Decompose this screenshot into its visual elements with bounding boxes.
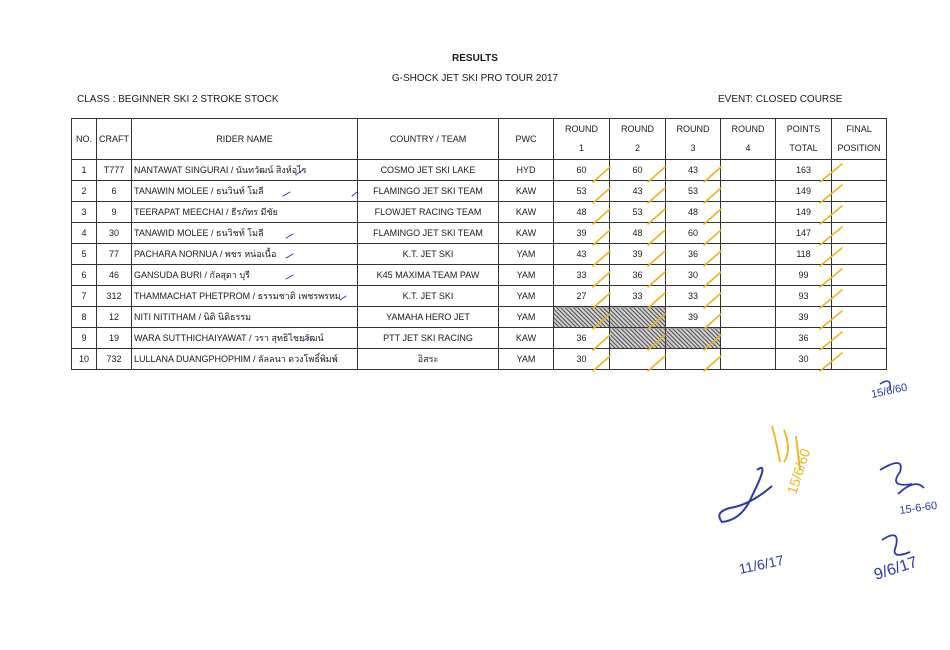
- cell-total: 39: [776, 307, 832, 328]
- cell-no: 8: [72, 307, 97, 328]
- col-pwc: PWC: [499, 119, 554, 160]
- cell-total: 163: [776, 160, 832, 181]
- cell-no: 10: [72, 349, 97, 370]
- cell-team: COSMO JET SKI LAKE: [358, 160, 499, 181]
- cell-position: [832, 286, 887, 307]
- signature-blue-1-date: 11/6/17: [737, 551, 786, 577]
- signature-blue-2-date: 15-6-60: [898, 499, 938, 517]
- cell-position: [832, 181, 887, 202]
- table-row: [72, 202, 887, 223]
- cell-round-2: 39: [610, 244, 666, 265]
- cell-team: อิสระ: [358, 349, 499, 370]
- cell-no: 2: [72, 181, 97, 202]
- class-label: CLASS : BEGINNER SKI 2 STROKE STOCK: [77, 94, 279, 105]
- cell-craft: 312: [97, 286, 132, 307]
- cell-no: 6: [72, 265, 97, 286]
- cell-round-4: [721, 223, 776, 244]
- cell-round-4: [721, 160, 776, 181]
- signature-blue-top-date: 15/6/60: [870, 381, 909, 401]
- signature-yellow-date: 15/6/60: [783, 446, 814, 496]
- cell-team: K.T. JET SKI: [358, 286, 499, 307]
- cell-position: [832, 265, 887, 286]
- cell-craft: 6: [97, 181, 132, 202]
- cell-total: 149: [776, 202, 832, 223]
- signature-blue-1: [719, 468, 785, 577]
- cell-craft: 77: [97, 244, 132, 265]
- cell-round-1-hatched: [554, 307, 610, 328]
- cell-round-2-hatched: [610, 328, 666, 349]
- signature-blue-top: [870, 381, 908, 401]
- event-label: EVENT: CLOSED COURSE: [718, 94, 843, 105]
- cell-round-3-hatched: [666, 328, 721, 349]
- cell-position: [832, 349, 887, 370]
- cell-round-1: 27: [554, 286, 610, 307]
- cell-no: 7: [72, 286, 97, 307]
- table-row: [72, 286, 887, 307]
- cell-round-1: 30: [554, 349, 610, 370]
- col-round-1: ROUND 1: [554, 119, 610, 160]
- cell-pwc: HYD: [499, 160, 554, 181]
- col-country-team: COUNTRY / TEAM: [358, 119, 499, 160]
- results-table: [71, 118, 887, 370]
- cell-position: [832, 244, 887, 265]
- col-rider-name: RIDER NAME: [132, 119, 358, 160]
- col-craft: CRAFT: [97, 119, 132, 160]
- cell-total: 118: [776, 244, 832, 265]
- cell-rider: GANSUDA BURI / กัลสุดา บุรี: [132, 265, 358, 286]
- cell-total: 99: [776, 265, 832, 286]
- cell-no: 5: [72, 244, 97, 265]
- cell-no: 3: [72, 202, 97, 223]
- cell-round-4: [721, 244, 776, 265]
- col-final-position: FINAL POSITION: [832, 119, 887, 160]
- cell-team: FLOWJET RACING TEAM: [358, 202, 499, 223]
- signature-blue-2: [880, 463, 938, 517]
- cell-round-2: 53: [610, 202, 666, 223]
- cell-round-4: [721, 181, 776, 202]
- cell-round-1: 60: [554, 160, 610, 181]
- cell-round-3: 43: [666, 160, 721, 181]
- cell-round-1: 36: [554, 328, 610, 349]
- cell-pwc: YAM: [499, 286, 554, 307]
- cell-no: 9: [72, 328, 97, 349]
- cell-pwc: YAM: [499, 307, 554, 328]
- cell-craft: T777: [97, 160, 132, 181]
- cell-round-2: 48: [610, 223, 666, 244]
- cell-round-3: 39: [666, 307, 721, 328]
- cell-round-4: [721, 307, 776, 328]
- cell-total: 149: [776, 181, 832, 202]
- cell-round-1: 43: [554, 244, 610, 265]
- cell-round-4: [721, 286, 776, 307]
- cell-round-3: [666, 349, 721, 370]
- signature-blue-3-date: 9/6/17: [871, 553, 920, 584]
- cell-pwc: YAM: [499, 265, 554, 286]
- cell-total: 36: [776, 328, 832, 349]
- table-row: [72, 265, 887, 286]
- cell-round-4: [721, 328, 776, 349]
- cell-rider: PACHARA NORNUA / พชร หน่อเนื้อ: [132, 244, 358, 265]
- table-row: [72, 181, 887, 202]
- table-row: [72, 328, 887, 349]
- cell-rider: NITI NITITHAM / นิติ นิติธรรม: [132, 307, 358, 328]
- cell-rider: THAMMACHAT PHETPROM / ธรรมชาติ เพชรพรหม: [132, 286, 358, 307]
- cell-total: 147: [776, 223, 832, 244]
- cell-round-2-hatched: [610, 307, 666, 328]
- table-row: [72, 223, 887, 244]
- col-round-4: ROUND 4: [721, 119, 776, 160]
- cell-pwc: KAW: [499, 202, 554, 223]
- cell-team: K45 MAXIMA TEAM PAW: [358, 265, 499, 286]
- cell-round-3: 53: [666, 181, 721, 202]
- cell-pwc: YAM: [499, 349, 554, 370]
- cell-team: K.T. JET SKI: [358, 244, 499, 265]
- table-row: [72, 160, 887, 181]
- cell-craft: 9: [97, 202, 132, 223]
- cell-position: [832, 328, 887, 349]
- table-row: [72, 307, 887, 328]
- cell-pwc: YAM: [499, 244, 554, 265]
- col-points-total: POINTS TOTAL: [776, 119, 832, 160]
- cell-rider: LULLANA DUANGPHOPHIM / ลัลลนา ดวงโพธิ์พิมพ์: [132, 349, 358, 370]
- cell-round-2: 33: [610, 286, 666, 307]
- cell-no: 1: [72, 160, 97, 181]
- cell-rider: WARA SUTTHICHAIYAWAT / วรา สุทธิไชยวัฒน์: [132, 328, 358, 349]
- cell-team: FLAMINGO JET SKI TEAM: [358, 181, 499, 202]
- cell-position: [832, 223, 887, 244]
- cell-round-2: 60: [610, 160, 666, 181]
- cell-round-1: 33: [554, 265, 610, 286]
- cell-team: PTT JET SKI RACING: [358, 328, 499, 349]
- cell-round-3: 36: [666, 244, 721, 265]
- cell-craft: 30: [97, 223, 132, 244]
- cell-round-1: 48: [554, 202, 610, 223]
- table-header-row: [72, 119, 887, 160]
- cell-pwc: KAW: [499, 181, 554, 202]
- cell-round-4: [721, 349, 776, 370]
- signature-blue-3: [872, 535, 920, 584]
- cell-round-2: 43: [610, 181, 666, 202]
- cell-round-4: [721, 202, 776, 223]
- cell-craft: 46: [97, 265, 132, 286]
- cell-round-1: 39: [554, 223, 610, 244]
- cell-rider: TANAWID MOLEE / ธนวิชท์ โมลี: [132, 223, 358, 244]
- cell-position: [832, 307, 887, 328]
- cell-team: YAMAHA HERO JET: [358, 307, 499, 328]
- cell-round-3: 48: [666, 202, 721, 223]
- cell-pwc: KAW: [499, 328, 554, 349]
- cell-round-3: 60: [666, 223, 721, 244]
- cell-round-3: 33: [666, 286, 721, 307]
- cell-total: 93: [776, 286, 832, 307]
- table-row: [72, 349, 887, 370]
- cell-round-3: 30: [666, 265, 721, 286]
- cell-rider: TANAWIN MOLEE / ธนวินท์ โมลี: [132, 181, 358, 202]
- signature-yellow: [772, 426, 813, 496]
- cell-round-1: 53: [554, 181, 610, 202]
- col-round-2: ROUND 2: [610, 119, 666, 160]
- event-name: G-SHOCK JET SKI PRO TOUR 2017: [391, 73, 559, 84]
- cell-pwc: KAW: [499, 223, 554, 244]
- col-no: NO.: [72, 119, 97, 160]
- cell-rider: NANTAWAT SINGURAI / นันทวัฒน์ สิงห์อุไร: [132, 160, 358, 181]
- document-title: RESULTS: [452, 53, 498, 64]
- col-round-3: ROUND 3: [666, 119, 721, 160]
- cell-round-4: [721, 265, 776, 286]
- table-row: [72, 244, 887, 265]
- cell-round-2: [610, 349, 666, 370]
- cell-no: 4: [72, 223, 97, 244]
- cell-rider: TEERAPAT MEECHAI / ธีรภัทร มีชัย: [132, 202, 358, 223]
- cell-team: FLAMINGO JET SKI TEAM: [358, 223, 499, 244]
- cell-total: 30: [776, 349, 832, 370]
- cell-craft: 19: [97, 328, 132, 349]
- cell-position: [832, 160, 887, 181]
- cell-craft: 12: [97, 307, 132, 328]
- cell-round-2: 36: [610, 265, 666, 286]
- cell-craft: 732: [97, 349, 132, 370]
- cell-position: [832, 202, 887, 223]
